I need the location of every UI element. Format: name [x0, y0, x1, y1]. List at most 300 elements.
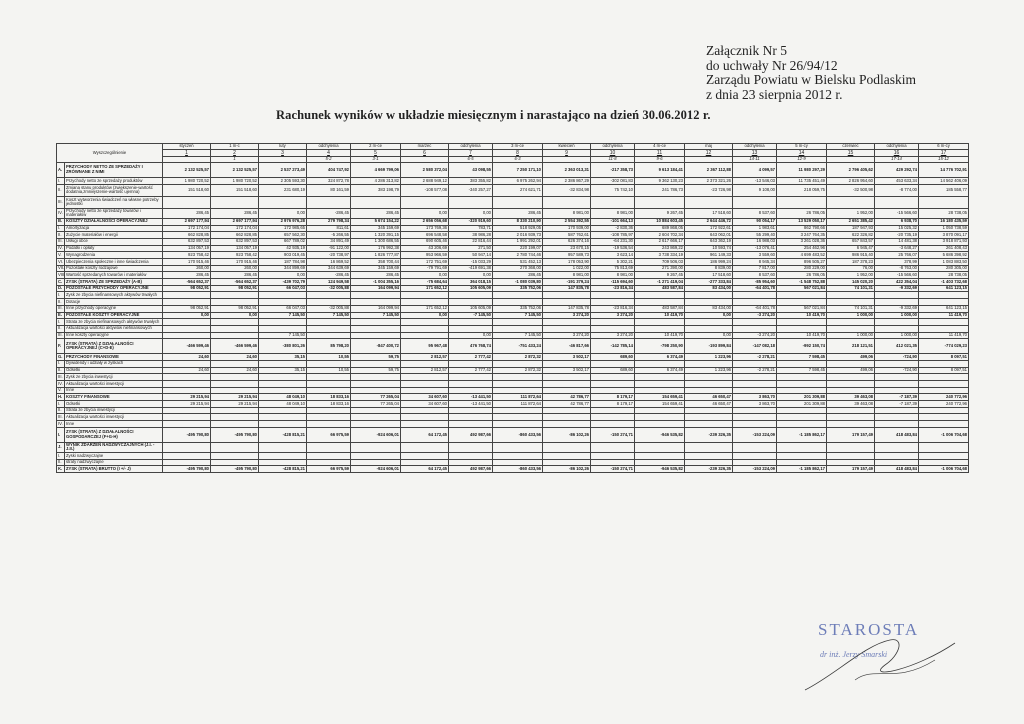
- table-cell: [685, 374, 733, 381]
- table-cell: 378,99: [875, 259, 919, 266]
- row-label: Zysk ze zbycia inwestycji: [65, 374, 163, 381]
- official-stamp: STAROSTA: [818, 620, 920, 639]
- table-cell: 3 502,17: [543, 367, 591, 374]
- column-header: 10: [591, 150, 635, 157]
- row-code: K.: [57, 466, 65, 473]
- column-header: 1: [163, 150, 211, 157]
- table-cell: 7 145,50: [259, 332, 307, 339]
- table-cell: 358 700,44: [351, 259, 401, 266]
- table-row: [57, 208, 969, 218]
- table-cell: [163, 414, 211, 421]
- table-cell: 28 738,05: [919, 272, 969, 279]
- table-cell: [259, 196, 307, 208]
- table-cell: -419 691,38: [449, 265, 493, 272]
- table-cell: [351, 381, 401, 388]
- table-cell: 2 812,57: [401, 354, 449, 361]
- column-header: 14-11: [733, 157, 777, 163]
- table-cell: 6 374,49: [635, 367, 685, 374]
- table-cell: [493, 414, 543, 421]
- table-cell: -286,45: [307, 272, 351, 279]
- table-cell: 260,00: [211, 265, 259, 272]
- table-cell: -302 081,83: [591, 178, 635, 185]
- table-cell: [591, 299, 635, 306]
- row-code: I.: [57, 292, 65, 299]
- table-cell: 95 967,48: [401, 339, 449, 354]
- table-cell: -340 257,27: [449, 184, 493, 196]
- table-cell: [919, 292, 969, 299]
- table-row: [57, 407, 969, 414]
- table-row: [57, 178, 969, 185]
- table-cell: 29 215,94: [163, 394, 211, 401]
- table-cell: [827, 325, 875, 332]
- table-cell: [685, 442, 733, 452]
- table-cell: 15 025,32: [875, 225, 919, 232]
- table-row: [57, 218, 969, 225]
- table-cell: -946 535,82: [635, 466, 685, 473]
- table-cell: 2 812,57: [401, 367, 449, 374]
- table-header: [57, 144, 969, 163]
- table-cell: [307, 325, 351, 332]
- table-row: [57, 312, 969, 319]
- column-header: 12: [685, 150, 733, 157]
- column-header: odchylenia: [591, 144, 635, 150]
- table-cell: [163, 407, 211, 414]
- table-cell: 1 980 720,52: [211, 178, 259, 185]
- table-cell: 10 419,70: [635, 312, 685, 319]
- row-code: III.: [58, 305, 63, 311]
- table-cell: -3 274,20: [733, 332, 777, 339]
- table-cell: [543, 292, 591, 299]
- column-header: 3: [259, 150, 307, 157]
- table-cell: 77 265,04: [351, 401, 401, 408]
- table-cell: -32 834,98: [543, 184, 591, 196]
- table-cell: 0,00: [449, 208, 493, 218]
- table-cell: -2 830,36: [591, 225, 635, 232]
- table-cell: 2 872,32: [493, 354, 543, 361]
- table-cell: [543, 374, 591, 381]
- table-cell: 10 593,74: [685, 245, 733, 252]
- table-cell: -15 566,60: [875, 272, 919, 279]
- table-cell: [685, 360, 733, 367]
- table-cell: 2 016 939,73: [493, 232, 543, 239]
- table-cell: -751 433,24: [493, 339, 543, 354]
- table-cell: [163, 459, 211, 466]
- table-cell: 689 868,05: [635, 225, 685, 232]
- table-cell: 55 299,40: [733, 232, 777, 239]
- table-cell: [777, 196, 827, 208]
- table-cell: -79 791,69: [401, 265, 449, 272]
- table-cell: [919, 407, 969, 414]
- table-cell: 518 929,05: [493, 225, 543, 232]
- table-cell: [919, 360, 969, 367]
- table-cell: 422 354,04: [875, 279, 919, 286]
- table-cell: [733, 453, 777, 460]
- table-cell: -924 606,01: [351, 427, 401, 442]
- table-cell: [827, 414, 875, 421]
- row-label: Koszt wytworzenia świadczeń na własne potrzeby jednostki: [65, 196, 163, 208]
- table-cell: [875, 360, 919, 367]
- table-cell: [827, 407, 875, 414]
- table-cell: [401, 407, 449, 414]
- table-cell: 622 326,82: [827, 232, 875, 239]
- table-cell: [259, 387, 307, 394]
- table-cell: [351, 319, 401, 326]
- table-cell: 2 777,42: [449, 367, 493, 374]
- table-cell: 8 981,00: [543, 208, 591, 218]
- table-cell: [685, 319, 733, 326]
- table-cell: -108 577,08: [401, 184, 449, 196]
- table-cell: 286,45: [163, 208, 211, 218]
- table-cell: 10,55: [307, 367, 351, 374]
- table-cell: [211, 360, 259, 367]
- row-code: III.: [57, 196, 65, 208]
- table-cell: 90 054,17: [733, 218, 777, 225]
- table-row: [57, 394, 969, 401]
- table-cell: 8 981,00: [543, 272, 591, 279]
- table-cell: [685, 407, 733, 414]
- table-cell: -191 379,24: [543, 279, 591, 286]
- table-cell: [163, 299, 211, 306]
- table-cell: [259, 442, 307, 452]
- table-cell: [493, 299, 543, 306]
- table-cell: 18 833,16: [307, 394, 351, 401]
- table-cell: 9 108,00: [733, 184, 777, 196]
- table-row: [57, 319, 969, 326]
- table-cell: -46 817,66: [543, 339, 591, 354]
- table-cell: 324 872,78: [307, 178, 351, 185]
- table-cell: 9 362 130,23: [635, 178, 685, 185]
- table-cell: [591, 381, 635, 388]
- table-cell: 254 462,96: [777, 245, 827, 252]
- table-cell: 8 179,17: [591, 394, 635, 401]
- table-cell: [733, 292, 777, 299]
- table-cell: 7 145,50: [493, 332, 543, 339]
- table-cell: [401, 319, 449, 326]
- table-cell: 7 250 171,10: [493, 163, 543, 178]
- table-cell: [259, 381, 307, 388]
- table-cell: 178 053,90: [543, 259, 591, 266]
- table-cell: 0,00: [401, 272, 449, 279]
- table-cell: 492 987,66: [449, 466, 493, 473]
- table-cell: [493, 325, 543, 332]
- table-cell: 783,71: [449, 225, 493, 232]
- row-label: Aktualizacja wartości aktywów niefinansowych: [65, 325, 163, 332]
- table-cell: [635, 421, 685, 428]
- table-cell: 9 613 184,41: [635, 163, 685, 178]
- table-cell: [685, 292, 733, 299]
- row-label: WYNIK ZDARZEŃ NADZWYCZAJNYCH (J.I. - J.II.): [65, 442, 163, 452]
- row-label: Aktualizacja wartości inwestycji: [65, 414, 163, 421]
- table-cell: 2 373 321,26: [685, 178, 733, 185]
- table-cell: -9 332,69: [875, 305, 919, 312]
- table-cell: -3 274,20: [733, 312, 777, 319]
- table-cell: 38 986,28: [449, 232, 493, 239]
- table-cell: -1 403 732,68: [919, 279, 969, 286]
- table-cell: [733, 407, 777, 414]
- table-cell: 187 378,23: [827, 259, 875, 266]
- table-cell: 3 247 764,35: [777, 232, 827, 239]
- table-cell: [777, 381, 827, 388]
- table-cell: [211, 374, 259, 381]
- table-cell: [827, 196, 875, 208]
- row-label: Ubezpieczenia społeczne i inne świadczenia: [65, 259, 163, 266]
- table-cell: [493, 453, 543, 460]
- table-cell: 2 697 177,94: [211, 218, 259, 225]
- table-cell: 187 784,98: [259, 259, 307, 266]
- table-cell: 8 981,00: [591, 208, 635, 218]
- row-label: Zużycie materiałów i energii: [65, 232, 163, 239]
- attachment-line: Zarządu Powiatu w Bielsku Podlaskim: [706, 72, 916, 87]
- table-cell: 689,60: [591, 367, 635, 374]
- table-cell: [875, 442, 919, 452]
- table-cell: 98 052,91: [211, 285, 259, 292]
- table-cell: [827, 360, 875, 367]
- table-cell: 75 813,69: [591, 265, 635, 272]
- table-cell: [163, 442, 211, 452]
- table-cell: 1 022,00: [543, 265, 591, 272]
- table-cell: 17 518,60: [685, 272, 733, 279]
- table-cell: 1 320 391,15: [351, 232, 401, 239]
- table-cell: 1 223,96: [685, 367, 733, 374]
- column-header: 15: [827, 150, 875, 157]
- table-cell: [591, 325, 635, 332]
- table-cell: [543, 414, 591, 421]
- table-cell: 286,45: [351, 208, 401, 218]
- table-cell: 59,75: [351, 367, 401, 374]
- column-header: czerwiec: [827, 144, 875, 150]
- table-cell: [543, 453, 591, 460]
- table-cell: [449, 421, 493, 428]
- table-cell: [875, 387, 919, 394]
- row-code: V.: [57, 252, 65, 259]
- table-cell: -64 401,78: [733, 305, 777, 312]
- table-cell: 134 057,19: [211, 245, 259, 252]
- table-cell: -466 599,46: [163, 339, 211, 354]
- table-cell: -8 763,00: [875, 265, 919, 272]
- table-cell: 2 604 702,34: [635, 232, 685, 239]
- table-cell: [449, 414, 493, 421]
- table-cell: [733, 421, 777, 428]
- table-cell: [401, 299, 449, 306]
- table-cell: 0,00: [449, 272, 493, 279]
- table-cell: 2 872,32: [493, 367, 543, 374]
- table-cell: 14 481,38: [875, 238, 919, 245]
- table-cell: 418 483,84: [875, 427, 919, 442]
- table-cell: 2 305 593,30: [259, 178, 307, 185]
- table-cell: 344 639,69: [307, 265, 351, 272]
- attachment-line: Załącznik Nr 5: [706, 43, 787, 58]
- table-cell: -86 102,26: [543, 466, 591, 473]
- table-cell: 231 680,19: [259, 184, 307, 196]
- table-cell: 9 267,45: [635, 208, 685, 218]
- table-cell: [685, 299, 733, 306]
- table-cell: 1 300 686,55: [351, 238, 401, 245]
- table-cell: [733, 381, 777, 388]
- table-row: [57, 299, 969, 306]
- table-row: [57, 279, 969, 286]
- table-cell: -32 500,98: [827, 184, 875, 196]
- table-cell: 2 537 273,49: [259, 163, 307, 178]
- table-cell: [401, 325, 449, 332]
- table-cell: [591, 459, 635, 466]
- table-cell: 75 742,10: [591, 184, 635, 196]
- column-header: maj: [685, 144, 733, 150]
- table-row: [57, 387, 969, 394]
- table-cell: [401, 381, 449, 388]
- row-label: ZYSK (STRATA) ZE SPRZEDAŻY (A-B): [65, 279, 163, 286]
- table-cell: 404 747,92: [307, 163, 351, 178]
- table-cell: [259, 407, 307, 414]
- table-cell: 42 786,77: [543, 394, 591, 401]
- row-code: H.: [57, 394, 65, 401]
- table-row: [57, 232, 969, 239]
- column-header: 11-8: [591, 157, 635, 163]
- table-cell: [591, 196, 635, 208]
- row-code: I.: [57, 178, 65, 185]
- table-cell: [211, 407, 259, 414]
- table-cell: 3 559,60: [733, 252, 777, 259]
- table-cell: [163, 421, 211, 428]
- table-cell: [543, 442, 591, 452]
- table-cell: 492 987,66: [449, 427, 493, 442]
- table-cell: [493, 407, 543, 414]
- table-cell: [211, 414, 259, 421]
- table-cell: [493, 292, 543, 299]
- table-cell: 641 123,15: [919, 305, 969, 312]
- table-cell: [211, 381, 259, 388]
- table-cell: [351, 196, 401, 208]
- table-cell: 220 199,07: [493, 245, 543, 252]
- table-cell: -150 274,71: [591, 466, 635, 473]
- table-cell: [919, 319, 969, 326]
- table-cell: -1 004 355,16: [351, 279, 401, 286]
- table-cell: 1 000,00: [827, 312, 875, 319]
- column-header: 5-2: [307, 157, 351, 163]
- table-cell: -142 785,14: [591, 339, 635, 354]
- table-cell: 0,00: [685, 312, 733, 319]
- table-cell: 59,75: [351, 354, 401, 361]
- table-cell: [351, 292, 401, 299]
- table-cell: [307, 360, 351, 367]
- table-cell: [827, 453, 875, 460]
- column-header: 6 m-cy: [919, 144, 969, 150]
- table-cell: [259, 299, 307, 306]
- table-row: [57, 259, 969, 266]
- table-cell: [777, 442, 827, 452]
- table-cell: 25 766,07: [875, 252, 919, 259]
- column-header: 16: [875, 150, 919, 157]
- row-code: III.: [58, 373, 63, 379]
- table-cell: 24,60: [211, 367, 259, 374]
- table-cell: [635, 319, 685, 326]
- table-cell: [259, 319, 307, 326]
- row-code: II.: [57, 407, 65, 414]
- table-cell: 6 938,70: [875, 218, 919, 225]
- table-cell: [591, 407, 635, 414]
- table-cell: [827, 381, 875, 388]
- table-cell: 2 688 949,12: [401, 178, 449, 185]
- row-code: G.: [57, 354, 65, 361]
- table-cell: 986 915,40: [827, 252, 875, 259]
- table-cell: [449, 319, 493, 326]
- table-row: [57, 427, 969, 442]
- table-cell: 34 607,60: [401, 394, 449, 401]
- table-cell: [591, 421, 635, 428]
- table-cell: [307, 387, 351, 394]
- row-label: Dywidendy i udziały w zyskach: [65, 360, 163, 367]
- table-cell: -495 790,80: [211, 427, 259, 442]
- row-code: I.: [57, 319, 65, 326]
- table-cell: 29 215,94: [163, 401, 211, 408]
- table-cell: 2 386 867,29: [543, 178, 591, 185]
- table-cell: -13 546,03: [733, 178, 777, 185]
- table-cell: 280 305,00: [919, 265, 969, 272]
- attachment-line: z dnia 23 sierpnia 2012 r.: [706, 86, 843, 102]
- table-cell: 483 587,84: [635, 285, 685, 292]
- table-row: [57, 325, 969, 332]
- table-cell: [685, 196, 733, 208]
- table-cell: [685, 325, 733, 332]
- table-cell: [211, 299, 259, 306]
- table-cell: [635, 407, 685, 414]
- row-code: VI.: [58, 258, 64, 264]
- table-cell: [875, 292, 919, 299]
- table-cell: -774 029,23: [919, 339, 969, 354]
- table-cell: [919, 414, 969, 421]
- table-cell: 13 529 050,17: [777, 218, 827, 225]
- column-header: 6-3: [493, 157, 543, 163]
- column-header: 2 m-ce: [351, 144, 401, 150]
- table-cell: [211, 453, 259, 460]
- table-cell: 8 179,17: [591, 401, 635, 408]
- table-cell: 176 992,38: [351, 245, 401, 252]
- table-cell: 11 419,70: [919, 312, 969, 319]
- table-cell: 171 652,12: [401, 285, 449, 292]
- row-label: Inne koszty operacyjne: [65, 332, 163, 339]
- table-cell: 4 099,57: [733, 163, 777, 178]
- table-cell: 1 000,00: [875, 332, 919, 339]
- table-cell: 11 735 451,49: [777, 178, 827, 185]
- table-cell: [211, 421, 259, 428]
- table-cell: 567 021,84: [777, 285, 827, 292]
- table-cell: -85 954,60: [733, 279, 777, 286]
- table-cell: -193 899,84: [685, 339, 733, 354]
- table-cell: 16 988,03: [733, 238, 777, 245]
- table-cell: 499,06: [827, 354, 875, 361]
- table-cell: -564 652,37: [163, 279, 211, 286]
- table-cell: 3 623,14: [591, 252, 635, 259]
- table-cell: [307, 292, 351, 299]
- row-code: B.: [57, 218, 65, 225]
- table-row: [57, 196, 969, 208]
- row-label: ZYSK (STRATA) Z DZIAŁALNOŚCI OPERACYJNEJ (C+D-E): [65, 339, 163, 354]
- table-row: [57, 401, 969, 408]
- table-cell: 689,60: [591, 354, 635, 361]
- column-header: 3-1: [351, 157, 401, 163]
- table-cell: 657 843,57: [827, 238, 875, 245]
- table-row: [57, 292, 969, 299]
- table-cell: [449, 459, 493, 466]
- table-cell: [635, 381, 685, 388]
- table-cell: 173 769,36: [401, 225, 449, 232]
- table-cell: 0,00: [259, 272, 307, 279]
- table-cell: 154 659,41: [635, 401, 685, 408]
- table-cell: 2 132 525,57: [211, 163, 259, 178]
- table-cell: 274 621,71: [493, 184, 543, 196]
- table-cell: -860 433,56: [493, 427, 543, 442]
- table-cell: [733, 325, 777, 332]
- table-cell: [449, 292, 493, 299]
